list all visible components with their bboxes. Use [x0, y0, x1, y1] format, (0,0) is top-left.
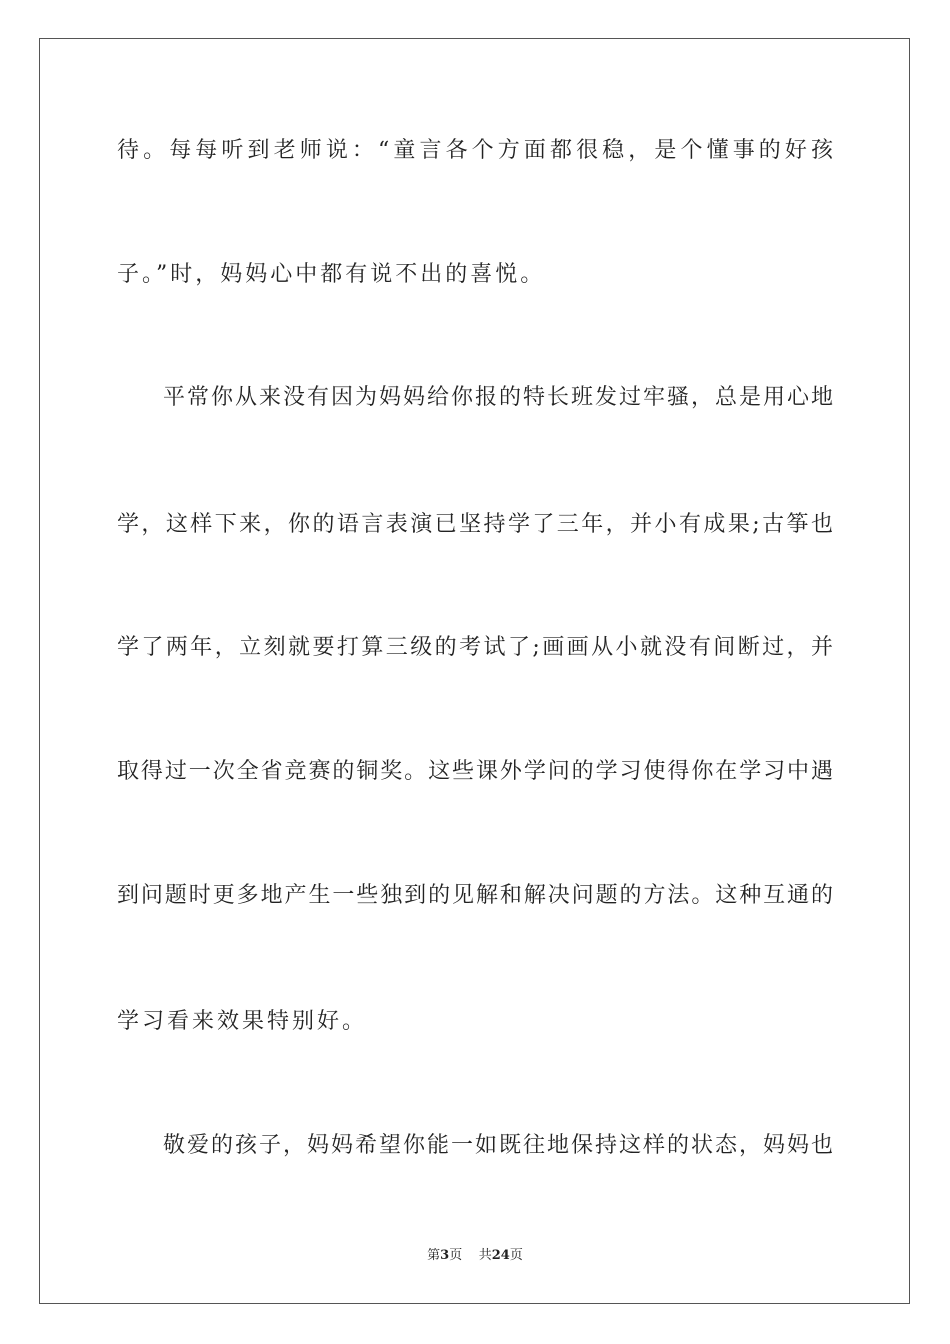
footer-total-pages: 24	[491, 1248, 510, 1263]
text-line-3: 平常你从来没有因为妈妈给你报的特长班发过牢骚，总是用心地	[163, 385, 833, 410]
footer-total-prefix: 共	[478, 1248, 492, 1263]
page-border	[39, 38, 910, 1304]
text-line-5: 学了两年，立刻就要打算三级的考试了;画画从小就没有间断过，并	[117, 635, 833, 660]
text-line-6: 取得过一次全省竞赛的铜奖。这些课外学问的学习使得你在学习中遇	[117, 759, 833, 784]
footer-page-suffix: 页	[449, 1248, 463, 1263]
page-footer	[0, 1247, 950, 1265]
footer-page-number: 3	[440, 1248, 450, 1263]
footer-total-suffix: 页	[509, 1248, 523, 1263]
text-line-4: 学，这样下来，你的语言表演已坚持学了三年，并小有成果;古筝也	[117, 512, 833, 537]
text-line-1: 待。每每听到老师说：“童言各个方面都很稳，是个懂事的好孩	[117, 138, 833, 163]
text-line-9: 敬爱的孩子，妈妈希望你能一如既往地保持这样的状态，妈妈也	[163, 1133, 833, 1158]
text-line-2: 子。”时，妈妈心中都有说不出的喜悦。	[117, 262, 546, 287]
text-line-8: 学习看来效果特别好。	[117, 1009, 368, 1034]
footer-page-prefix: 第	[427, 1248, 441, 1263]
text-line-7: 到问题时更多地产生一些独到的见解和解决问题的方法。这种互通的	[117, 883, 833, 908]
